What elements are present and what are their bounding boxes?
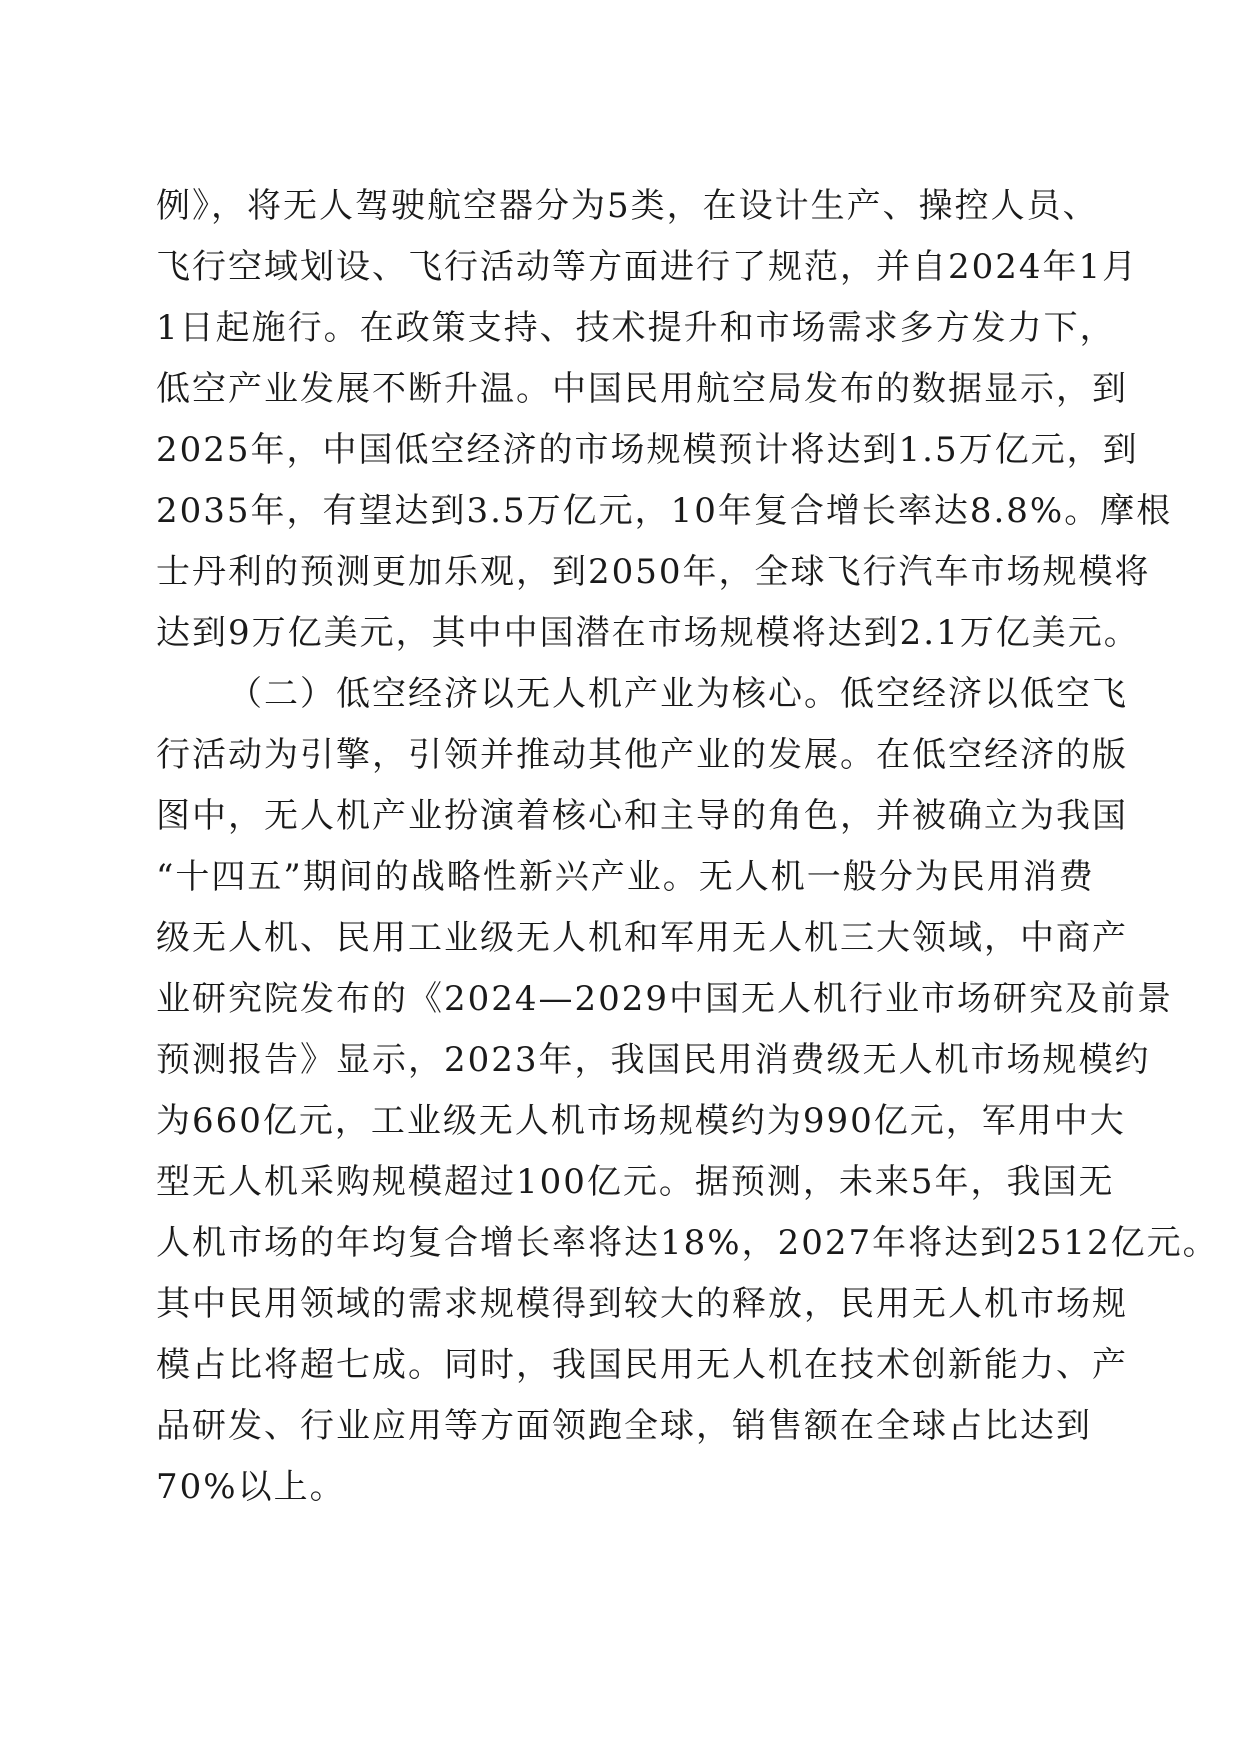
text-line: 例》，将无人驾驶航空器分为5类，在设计生产、操控人员、 [156,186,1099,226]
text-line: 达到9万亿美元，其中中国潜在市场规模将达到2.1万亿美元。 [156,613,1140,653]
text-line: 图中，无人机产业扮演着核心和主导的角色，并被确立为我国 [156,796,1128,836]
text-line: “十四五”期间的战略性新兴产业。无人机一般分为民用消费 [156,857,1095,897]
text-line: 预测报告》显示，2023年，我国民用消费级无人机市场规模约 [156,1040,1151,1080]
text-line: 级无人机、民用工业级无人机和军用无人机三大领域，中商产 [156,918,1128,958]
section-heading-line: （二）低空经济以无人机产业为核心。低空经济以低空飞 [228,674,1128,714]
text-line: 人机市场的年均复合增长率将达18%，2027年将达到2512亿元。 [156,1223,1219,1263]
text-line: 飞行空域划设、飞行活动等方面进行了规范，并自2024年1月 [156,247,1139,287]
text-line: 行活动为引擎，引领并推动其他产业的发展。在低空经济的版 [156,735,1128,775]
text-line: 模占比将超七成。同时，我国民用无人机在技术创新能力、产 [156,1345,1128,1385]
body-text [156,176,1219,1518]
text-line: 低空产业发展不断升温。中国民用航空局发布的数据显示，到 [156,369,1128,409]
text-line: 其中民用领域的需求规模得到较大的释放，民用无人机市场规 [156,1284,1128,1324]
text-line: 为660亿元，工业级无人机市场规模约为990亿元，军用中大 [156,1101,1126,1141]
text-line: 业研究院发布的《2024—2029中国无人机行业市场研究及前景 [156,979,1174,1019]
text-line: 士丹利的预测更加乐观，到2050年，全球飞行汽车市场规模将 [156,552,1151,592]
text-line: 2035年，有望达到3.5万亿元，10年复合增长率达8.8%。摩根 [156,491,1173,531]
text-line: 2025年，中国低空经济的市场规模预计将达到1.5万亿元，到 [156,430,1139,470]
text-line: 70%以上。 [156,1467,346,1507]
text-line: 品研发、行业应用等方面领跑全球，销售额在全球占比达到 [156,1406,1092,1446]
text-line: 型无人机采购规模超过100亿元。据预测，未来5年，我国无 [156,1162,1115,1202]
text-line: 1日起施行。在政策支持、技术提升和市场需求多方发力下， [156,308,1116,348]
